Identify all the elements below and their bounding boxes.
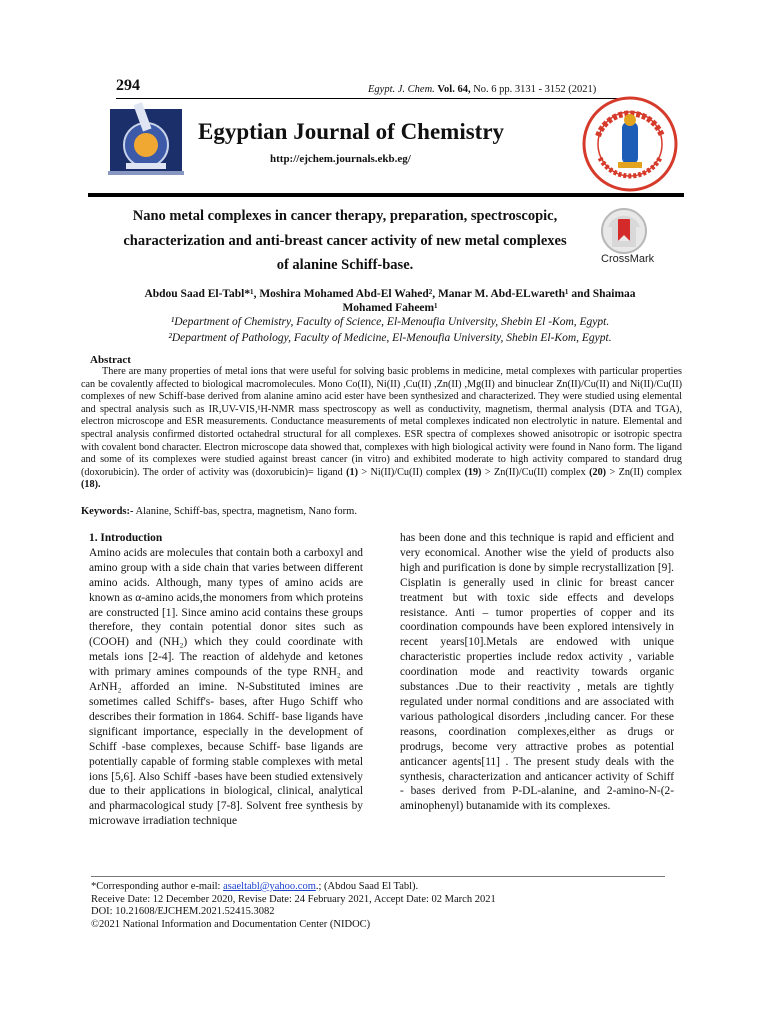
introduction-text-left: Amino acids are molecules that contain both a carboxyl and amino group with a side chain that varies between different amino acids. Although, many types of amino acids are known as α-amino acids,the monomers from which proteins are constructed [1]. Since amino acid contains these groups therefore, they contain potential donor sites such as (COOH) and (NH₂) which they could coordinate with metals ions [2-4]. The reaction of aldehyde and ketones with primary amines compounds of the type RNH₂ and ArNH₂ afforded an imine. N-Substituted imines are sometimes called Schiff's- bases, after Hugo Schiff who describes their formation in 1864. Schiff- base ligands have significant importance, especially in the development of Schiff -base complexes, because Schiff- base ligands are potentially capable of forming stable complexes with metal ions [5,6]. Also Schiff -bases have been studied extensively due to their applications in biological, clinical, analytical and pharmacological study [7-8]. Solvent free synthesis by microwave irradiation technique bbox=[89, 546, 363, 828]
dates-line: Receive Date: 12 December 2020, Revise Date: 24 February 2021, Accept Date: 02 March 2021 bbox=[91, 893, 496, 905]
compound-18: (18). bbox=[81, 479, 101, 491]
authors-line-1: Abdou Saad El-Tabl*¹, Moshira Mohamed Abd-El Wahed², Manar M. Abd-ELwareth¹ and Shaimaa bbox=[144, 288, 636, 300]
crossmark-icon bbox=[600, 207, 648, 255]
page-number: 294 bbox=[116, 77, 140, 94]
affiliation-2: ²Department of Pathology, Faculty of Medicine, El-Menoufia University, Shebin El-Kom, Egypt. bbox=[168, 332, 612, 344]
order-text-c: > Zn(II) complex bbox=[606, 466, 682, 478]
paper-title-line-1: Nano metal complexes in cancer therapy, preparation, spectroscopic, bbox=[132, 208, 558, 224]
affiliation-1: ¹Department of Chemistry, Faculty of Science, El-Menoufia University, Shebin El -Kom, Egypt. bbox=[170, 316, 610, 328]
masthead-thick-rule bbox=[88, 193, 684, 197]
society-logo bbox=[582, 96, 678, 197]
abstract-text bbox=[81, 366, 682, 492]
introduction-heading: 1. Introduction bbox=[89, 532, 163, 544]
microscope-logo-icon bbox=[108, 99, 184, 179]
journal-logo bbox=[108, 99, 184, 184]
compound-19: (19) bbox=[464, 466, 482, 478]
author-email-link[interactable]: asaeltabl@yahoo.com bbox=[223, 881, 316, 892]
order-text-b: > Zn(II)/Cu(II) complex bbox=[481, 466, 590, 478]
paper-title-line-2: characterization and anti-breast cancer activity of new metal complexes bbox=[123, 233, 567, 249]
journal-url[interactable]: http://ejchem.journals.ekb.eg/ bbox=[270, 153, 411, 165]
footnote-rule bbox=[91, 876, 665, 877]
keywords-label: Keywords:- bbox=[81, 506, 134, 517]
keywords bbox=[81, 506, 357, 517]
citation-volume: Vol. 64, bbox=[437, 84, 471, 95]
corresponding-suffix: .; (Abdou Saad El Tabl). bbox=[315, 881, 419, 892]
crossmark-label: CrossMark bbox=[601, 253, 655, 265]
doi-line: DOI: 10.21608/EJCHEM.2021.52415.3082 bbox=[91, 906, 275, 917]
introduction-text-right: has been done and this technique is rapid and efficient and very economical. Another wise the yield of products also high and purification is done by simple recrystallization [9]. Cisplatin is generally used in clinic for breast cancer treatment but with toxic side effects and develops resistance. Anti – tumor properties of copper and its coordination compounds have been explored intensively in recent years[10].Metals are endowed with unique characteristic properties include redox activity , variable coordination mode and reactivity towards organic substances .Due to their reactivity , metals are tightly regulated under normal conditions and are associated with various pathological disorders ,including cancer. For these reasons, coordination complexes,either as drugs or prodrugs, become very attractive probes as potential anticancer agents[11] . The present study deals with the synthesis, characterization and anticancer activity of Schiff - bases derived from P-DL-alanine, and 2-amino-N-(2-aminophenyl) butanamide with its complexes. bbox=[400, 532, 674, 813]
header-rule bbox=[116, 98, 618, 99]
abstract-heading: Abstract bbox=[90, 354, 131, 366]
compound-20: (20) bbox=[589, 466, 607, 478]
citation-pages: No. 6 pp. 3131 - 3152 (2021) bbox=[473, 84, 597, 95]
keywords-list: Alanine, Schiff-bas, spectra, magnetism, Nano form. bbox=[133, 506, 357, 517]
body-left-column bbox=[89, 531, 363, 829]
paper-title-line-3: of alanine Schiff-base. bbox=[276, 257, 414, 273]
footnote bbox=[91, 881, 496, 931]
abstract-body: There are many properties of metal ions that were useful for solving basic problems in medicine, metal complexes with particular properties can be covalently affected to biological macromolecules. Mono Co(II), Ni(II) ,Cu(II) ,Zn(II) ,Mg(II) and binuclear Zn(II)/Cu(II) and Ni(II)/Cu(II) complexes of new Schiff-base derived from alanine amino acid ester have been synthesized and characterized. They were studied using elemental and spectral analysis such as IR,UV-VIS,¹H-NMR mass spectroscopy as well as conductivity, magnetism, thermal analysis (DTA and TGA), electron microscope and ESR measurements. Conductance measurements of metal complexes indicated non electrolytic in nature. Elemental and spectral analysis confirmed distorted octahedral structural for all complexes. ESR spectra of complexes showed anisotropic or isotropic spectra with covalent bond character. Electron microscope data showed that, complexes with high biological activity were found in Nano form. The ligand and some of its complexes were studied against breast cancer (in vitro) and exhibited moderate to high activity compared to standard drug (doxorubicin). The order of activity was (doxorubicin)= ligand bbox=[81, 366, 682, 478]
journal-title: Egyptian Journal of Chemistry bbox=[198, 119, 505, 144]
copyright-line: ©2021 National Information and Documentation Center (NIDOC) bbox=[91, 918, 371, 930]
corresponding-prefix: *Corresponding author e-mail: bbox=[91, 881, 224, 892]
compound-1: (1) bbox=[346, 466, 358, 478]
citation-journal: Egypt. J. Chem. bbox=[368, 84, 435, 95]
authors-line-2: Mohamed Faheem¹ bbox=[342, 302, 438, 314]
order-text-a: > Ni(II)/Cu(II) complex bbox=[357, 466, 465, 478]
journal-citation bbox=[368, 84, 596, 95]
corresponding-author bbox=[91, 881, 496, 894]
society-seal-icon bbox=[582, 96, 678, 192]
